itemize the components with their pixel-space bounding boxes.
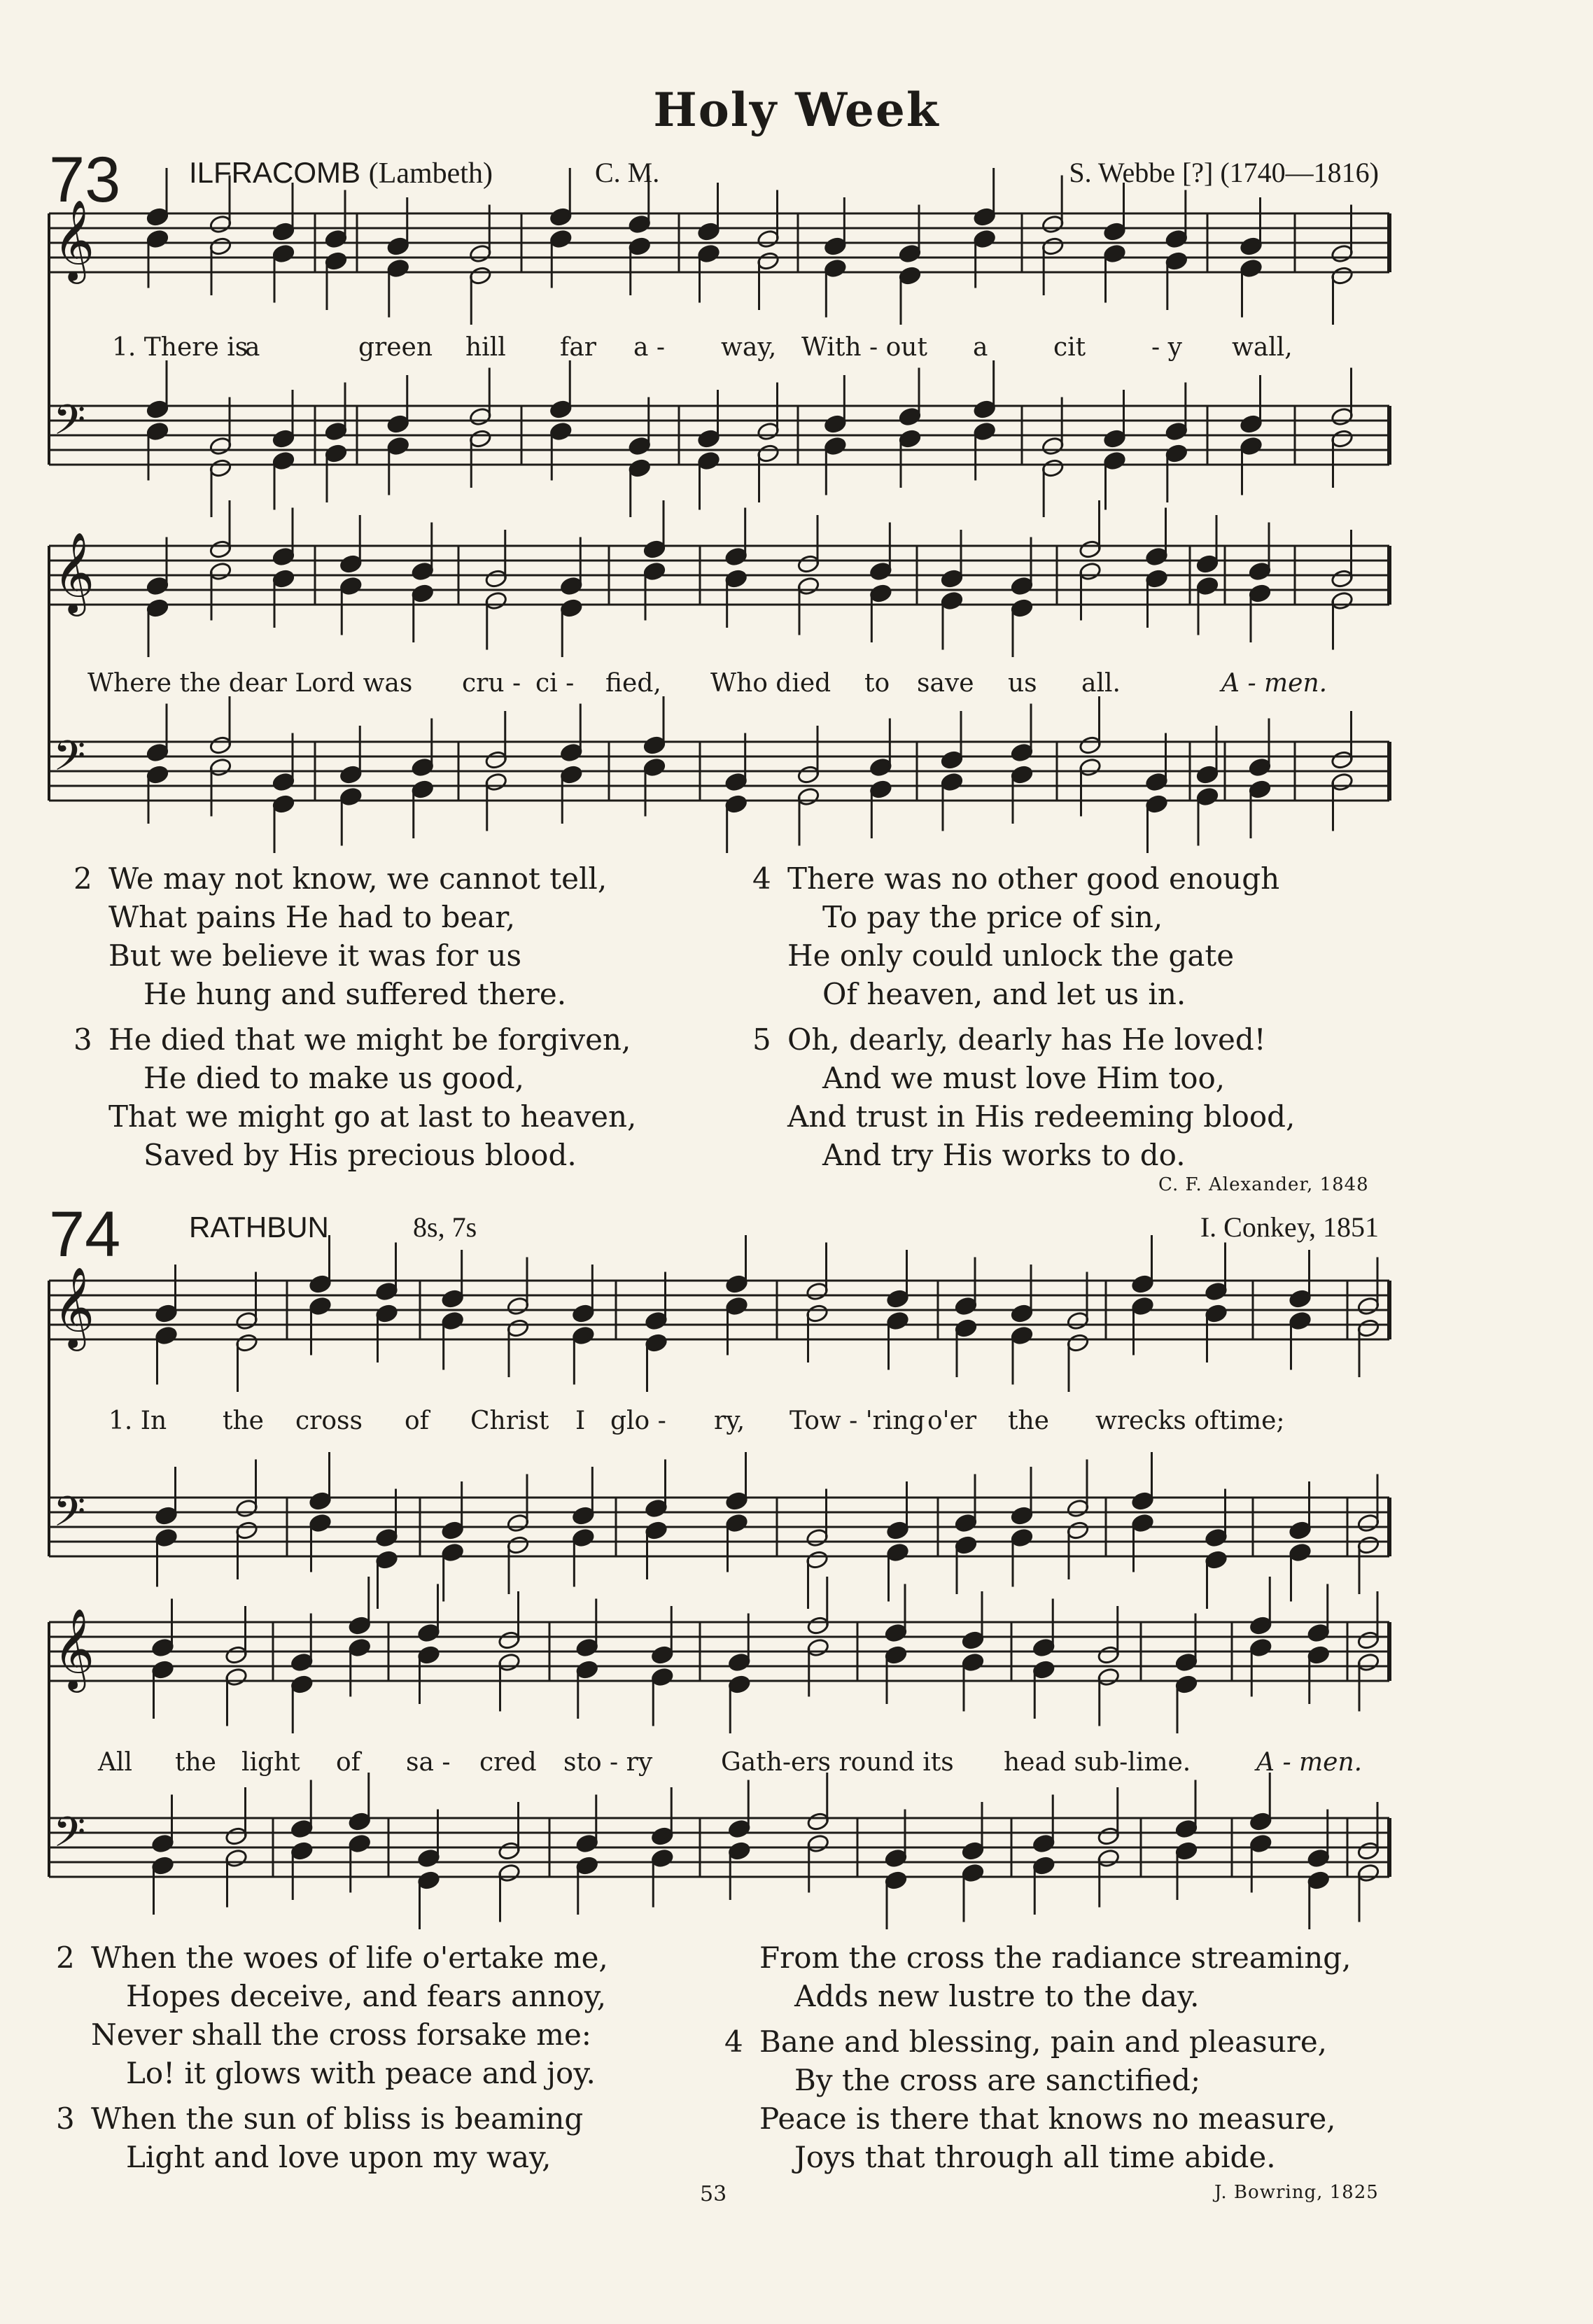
lyric-syllable: to — [864, 669, 890, 698]
lyric-syllable: I — [575, 1407, 586, 1435]
verse-line: 5 Oh, dearly, dearly has He loved! — [752, 1022, 1266, 1057]
verse-line: Hopes deceive, and fears annoy, — [126, 1979, 607, 2013]
lyric-syllable: head sub-lime. — [1004, 1748, 1191, 1777]
meter: 8s, 7s — [413, 1211, 477, 1243]
treble-clef-icon: 𝄞 — [53, 199, 95, 281]
lyric-syllable: cru - — [462, 669, 521, 698]
hymn-74-verses-right — [724, 1938, 1352, 2176]
bass-clef-icon: 𝄢 — [53, 395, 86, 454]
lyric-syllable: the — [223, 1407, 264, 1435]
lyric-syllable: - y — [1151, 333, 1182, 362]
lyric-syllable: With - out — [801, 333, 927, 362]
lyric-syllable: all. — [1081, 669, 1121, 698]
verse-line: He died to make us good, — [143, 1061, 524, 1095]
verse-line: Joys that through all time abide. — [794, 2140, 1276, 2174]
hymn-number: 74 — [49, 1199, 121, 1270]
verse-line: And trust in His redeeming blood, — [787, 1099, 1296, 1134]
lyric-syllable: us — [1008, 669, 1037, 698]
lyric-syllable: cit — [1053, 333, 1086, 362]
verse-line: He hung and suffered there. — [143, 977, 567, 1011]
lyric-syllable: way, — [721, 333, 777, 362]
verse-line: Of heaven, and let us in. — [822, 977, 1186, 1011]
hymn-number: 73 — [49, 144, 121, 216]
hymn-74-verses-left — [56, 1938, 608, 2176]
lyric-syllable: sa - — [406, 1748, 451, 1777]
lyric-syllable: light — [241, 1748, 300, 1777]
verse-line: 2 We may not know, we cannot tell, — [73, 861, 608, 896]
verse-line: To pay the price of sin, — [822, 900, 1163, 934]
verse-line: 4 Bane and blessing, pain and pleasure, — [724, 2024, 1328, 2059]
meter: C. M. — [595, 157, 660, 188]
verse-line: And we must love Him too, — [822, 1061, 1226, 1095]
lyric-syllable: far — [560, 333, 596, 362]
bass-clef-icon: 𝄢 — [53, 1487, 86, 1546]
lyric-syllable: A - men. — [1256, 1748, 1363, 1777]
verse-line: What pains He had to bear, — [108, 900, 516, 934]
lyric-syllable: Tow - 'ring — [790, 1407, 925, 1435]
lyric-syllable: time; — [1219, 1407, 1285, 1435]
page-title: Holy Week — [653, 83, 940, 137]
verse-line: Saved by His precious blood. — [143, 1138, 577, 1172]
lyric-syllable: the — [175, 1748, 216, 1777]
verse-line: Adds new lustre to the day. — [794, 1979, 1200, 2013]
verse-line: 2 When the woes of life o'ertake me, — [56, 1941, 608, 1975]
lyric-syllable: A - men. — [1221, 669, 1328, 698]
verse-line: He only could unlock the gate — [787, 938, 1235, 973]
treble-clef-icon: 𝄞 — [53, 531, 95, 613]
lyric-syllable: wrecks of — [1095, 1407, 1219, 1435]
lyric-syllable: 1. There is — [112, 333, 248, 362]
verse-line: But we believe it was for us — [108, 938, 522, 973]
verse-line: From the cross the radiance streaming, — [759, 1941, 1352, 1975]
lyric-syllable: ry, — [714, 1407, 745, 1435]
lyric-syllable: Where the dear Lord was — [87, 669, 413, 698]
verse-line: Peace is there that knows no measure, — [759, 2101, 1336, 2136]
bass-clef-icon: 𝄢 — [53, 731, 86, 790]
lyric-syllable: ci - — [535, 669, 575, 698]
lyric-syllable: All — [98, 1748, 133, 1777]
lyric-syllable: a - — [633, 333, 666, 362]
lyric-syllable: hill — [465, 333, 506, 362]
verse-line: Never shall the cross forsake me: — [91, 2017, 591, 2052]
lyric-syllable: of — [336, 1748, 360, 1777]
lyric-syllable: o'er — [927, 1407, 977, 1435]
composer: S. Webbe [?] (1740—1816) — [1069, 157, 1379, 188]
lyric-syllable: wall, — [1232, 333, 1293, 362]
lyric-syllable: of — [405, 1407, 429, 1435]
lyric-syllable: glo - — [610, 1407, 666, 1435]
lyric-syllable: Christ — [470, 1407, 549, 1435]
tune-title: ILFRACOMB — [189, 156, 361, 189]
lyric-syllable: cross — [295, 1407, 363, 1435]
tune-title: RATHBUN — [189, 1211, 329, 1244]
lyric-syllable: a — [245, 333, 260, 362]
lyric-syllable: cred — [479, 1748, 537, 1777]
treble-clef-icon: 𝄞 — [53, 1607, 95, 1689]
verse-line: 3 He died that we might be forgiven, — [73, 1022, 631, 1057]
verse-line: 4 There was no other good enough — [752, 861, 1280, 896]
lyric-syllable: Gath-ers round its — [721, 1748, 954, 1777]
lyric-syllable: Who died — [710, 669, 831, 698]
bass-clef-icon: 𝄢 — [53, 1808, 86, 1866]
treble-clef-icon: 𝄞 — [53, 1266, 95, 1348]
verse-line: That we might go at last to heaven, — [108, 1099, 637, 1134]
hymn-74-author: J. Bowring, 1825 — [1214, 2182, 1379, 2203]
verse-line: And try His works to do. — [822, 1138, 1186, 1172]
tune-alt: (Lambeth) — [368, 157, 493, 190]
lyric-syllable: the — [1008, 1407, 1049, 1435]
page-number: 53 — [700, 2182, 727, 2206]
composer: I. Conkey, 1851 — [1200, 1211, 1379, 1243]
lyric-syllable: a — [973, 333, 988, 362]
hymn-73-author: C. F. Alexander, 1848 — [1158, 1174, 1369, 1195]
hymn-73-verses-right — [752, 859, 1295, 1174]
lyric-syllable: green — [358, 333, 433, 362]
lyric-syllable: fied, — [605, 669, 661, 698]
verse-line: 3 When the sun of bliss is beaming — [56, 2101, 584, 2136]
hymn-73-verses-left — [73, 859, 636, 1174]
lyric-syllable: 1. In — [108, 1407, 167, 1435]
verse-line: By the cross are sanctified; — [794, 2063, 1201, 2097]
verse-line: Lo! it glows with peace and joy. — [126, 2056, 596, 2090]
verse-line: Light and love upon my way, — [126, 2140, 552, 2174]
lyric-syllable: sto - ry — [563, 1748, 653, 1777]
lyric-syllable: save — [917, 669, 974, 698]
